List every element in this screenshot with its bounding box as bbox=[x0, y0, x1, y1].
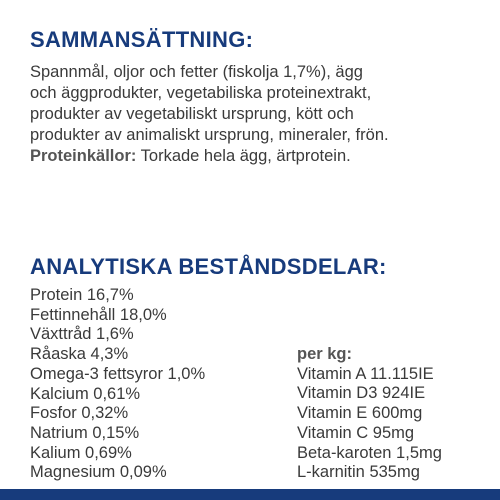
nutrient-item: Omega-3 fettsyror 1,0% bbox=[30, 364, 206, 383]
nutrient-item: Protein 16,7% bbox=[30, 286, 134, 304]
nutrient-item: Kalcium 0,61% bbox=[30, 384, 141, 403]
nutrient-item: Växttråd 1,6% bbox=[30, 325, 134, 344]
additive-item: Vitamin E 600mg bbox=[297, 404, 423, 423]
composition-line: och äggprodukter, vegetabiliska proteinextrakt, bbox=[30, 84, 372, 102]
nutrient-item: Fettinnehåll 18,0% bbox=[30, 305, 167, 324]
nutrient-item: Råaska 4,3% bbox=[30, 345, 129, 364]
per-kg-label: per kg: bbox=[297, 345, 353, 363]
additive-item: L-karnitin 535mg bbox=[297, 463, 420, 482]
bottom-bar bbox=[0, 489, 500, 500]
nutrient-item: Magnesium 0,09% bbox=[30, 463, 167, 482]
protein-sources-line bbox=[30, 146, 480, 167]
nutrient-list bbox=[30, 286, 205, 483]
additive-list bbox=[297, 345, 442, 483]
additive-item: Vitamin A 11.115IE bbox=[297, 364, 434, 383]
composition-text bbox=[30, 62, 480, 167]
additive-item: Beta-karoten 1,5mg bbox=[297, 443, 442, 462]
nutrient-item: Kalium 0,69% bbox=[30, 443, 132, 462]
protein-sources-text: Torkade hela ägg, ärtprotein. bbox=[136, 147, 351, 165]
composition-heading: SAMMANSÄTTNING: bbox=[30, 27, 254, 52]
protein-sources-label: Proteinkällor: bbox=[30, 147, 137, 165]
composition-line: produkter av vegetabiliskt ursprung, kött och bbox=[30, 105, 354, 123]
analytical-heading: ANALYTISKA BESTÅNDSDELAR: bbox=[30, 254, 387, 279]
nutrient-item: Natrium 0,15% bbox=[30, 423, 140, 442]
additive-item: Vitamin D3 924IE bbox=[297, 384, 426, 403]
composition-line: Spannmål, oljor och fetter (fiskolja 1,7%), ägg bbox=[30, 63, 363, 81]
nutrient-item: Fosfor 0,32% bbox=[30, 404, 129, 423]
composition-line: produkter av animaliskt ursprung, mineraler, frön. bbox=[30, 126, 389, 144]
additive-item: Vitamin C 95mg bbox=[297, 423, 415, 442]
